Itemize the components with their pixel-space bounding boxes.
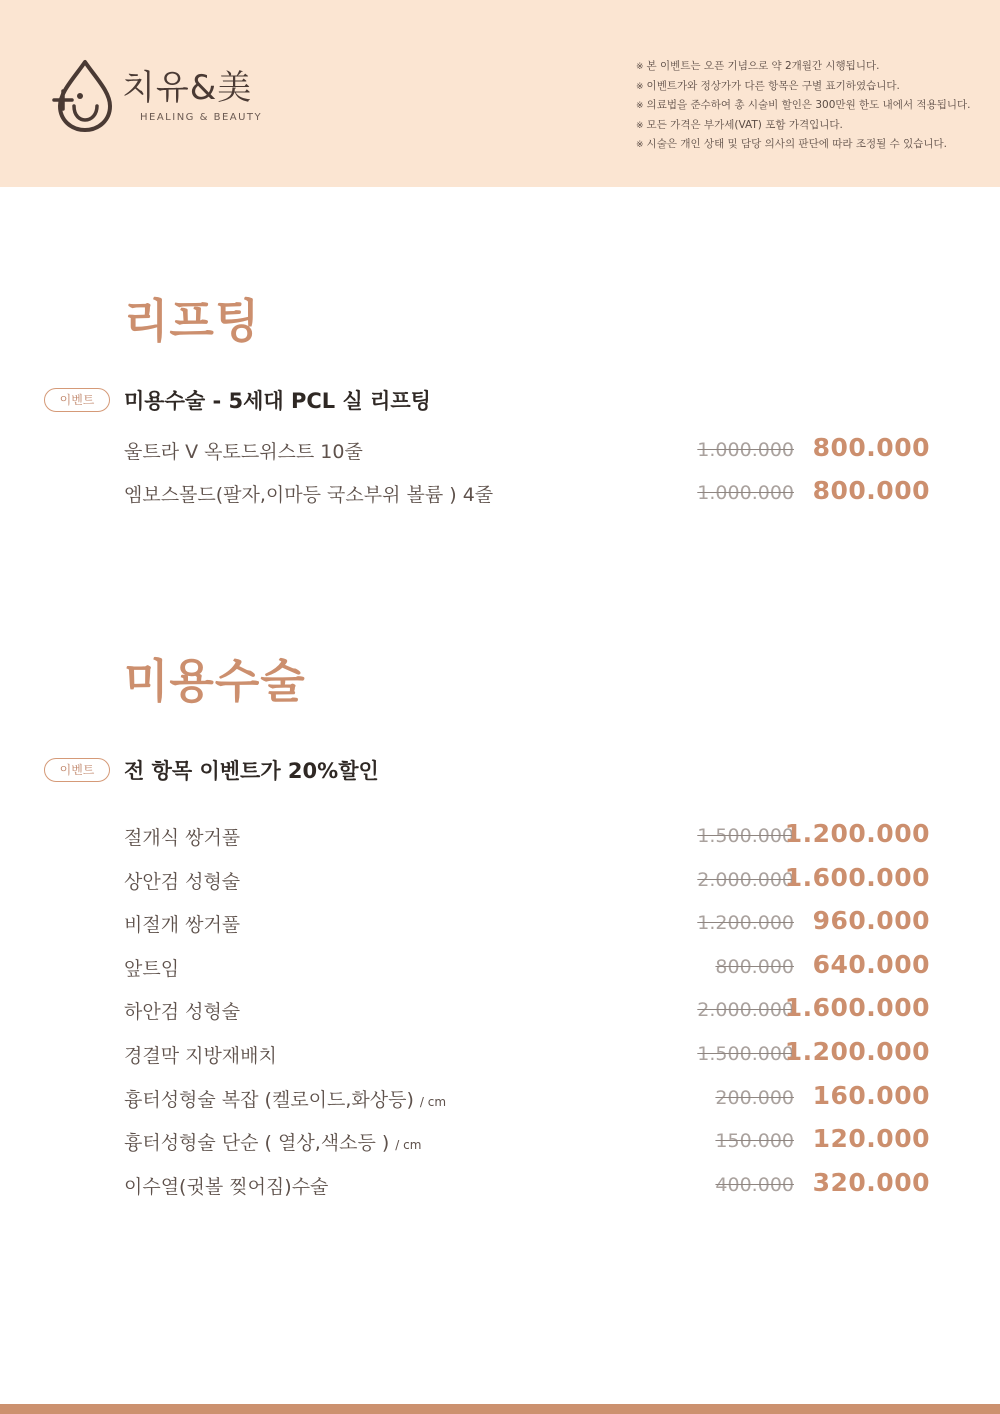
original-price: 1.500.000 [697, 825, 794, 847]
notice-item: ※ 이벤트가와 정상가가 다른 항목은 구별 표기하였습니다. [636, 77, 971, 97]
notice-item: ※ 의료법을 준수하여 총 시술비 할인은 300만원 한도 내에서 적용됩니다. [636, 96, 971, 116]
original-price: 1.500.000 [697, 1043, 794, 1065]
item-name: 상안검 성형술 [124, 871, 241, 893]
sale-price: 1.200.000 [784, 819, 930, 848]
notice-list [636, 57, 971, 155]
brand-name: 치유&美 [122, 68, 253, 108]
sale-price: 320.000 [812, 1168, 930, 1197]
sale-price: 1.600.000 [784, 993, 930, 1022]
footer-bar [0, 1404, 1000, 1414]
section-subheading: 미용수술 - 5세대 PCL 실 리프팅 [124, 389, 431, 413]
notice-item: ※ 본 이벤트는 오픈 기념으로 약 2개월간 시행됩니다. [636, 57, 971, 77]
original-price: 200.000 [715, 1087, 794, 1109]
sale-price: 640.000 [812, 950, 930, 979]
brand-logo [52, 56, 282, 136]
price-row [124, 1081, 930, 1115]
header-banner [0, 0, 1000, 187]
price-row [124, 1124, 930, 1158]
price-row [124, 993, 930, 1027]
original-price: 1.200.000 [697, 912, 794, 934]
item-name: 앞트임 [124, 958, 180, 980]
original-price: 400.000 [715, 1174, 794, 1196]
price-row [124, 476, 930, 510]
item-name: 절개식 쌍거풀 [124, 827, 241, 849]
item-name: 하안검 성형술 [124, 1001, 241, 1023]
original-price: 2.000.000 [697, 869, 794, 891]
original-price: 800.000 [715, 956, 794, 978]
price-row [124, 863, 930, 897]
sale-price: 800.000 [812, 433, 930, 462]
drop-logo-icon [52, 56, 118, 136]
section-title-lifting: 리프팅 [124, 294, 261, 348]
original-price: 1.000.000 [697, 439, 794, 461]
notice-item: ※ 모든 가격은 부가세(VAT) 포함 가격입니다. [636, 116, 971, 136]
item-name: 비절개 쌍거풀 [124, 914, 241, 936]
original-price: 150.000 [715, 1130, 794, 1152]
item-name: 흉터성형술 단순 ( 열상,색소등 ) / cm [124, 1132, 422, 1154]
sale-price: 960.000 [812, 906, 930, 935]
event-badge: 이벤트 [44, 388, 110, 412]
item-name: 경결막 지방재배치 [124, 1045, 277, 1067]
original-price: 1.000.000 [697, 482, 794, 504]
price-row [124, 1037, 930, 1071]
notice-item: ※ 시술은 개인 상태 및 담당 의사의 판단에 따라 조정될 수 있습니다. [636, 135, 971, 155]
sale-price: 800.000 [812, 476, 930, 505]
event-badge: 이벤트 [44, 758, 110, 782]
item-name: 이수열(귓볼 찢어짐)수술 [124, 1176, 329, 1198]
price-row [124, 433, 930, 467]
item-name: 흉터성형술 복잡 (켈로이드,화상등) / cm [124, 1089, 447, 1111]
price-row [124, 1168, 930, 1202]
price-row [124, 950, 930, 984]
original-price: 2.000.000 [697, 999, 794, 1021]
price-row [124, 906, 930, 940]
section-subheading: 전 항목 이벤트가 20%할인 [124, 759, 379, 783]
sale-price: 1.200.000 [784, 1037, 930, 1066]
section-title-surgery: 미용수술 [124, 654, 306, 708]
sale-price: 120.000 [812, 1124, 930, 1153]
item-name: 엠보스몰드(팔자,이마등 국소부위 볼륨 ) 4줄 [124, 484, 494, 506]
price-row [124, 819, 930, 853]
sale-price: 1.600.000 [784, 863, 930, 892]
item-name: 울트라 V 옥토드위스트 10줄 [124, 441, 363, 463]
sale-price: 160.000 [812, 1081, 930, 1110]
brand-subtitle: HEALING & BEAUTY [140, 112, 263, 123]
